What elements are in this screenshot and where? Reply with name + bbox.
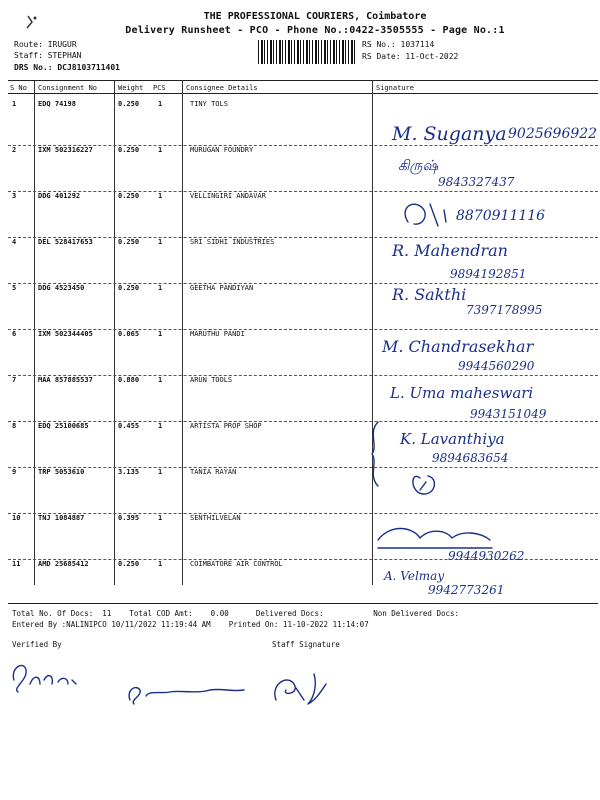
col-pcs-header: PCS bbox=[153, 84, 166, 92]
sig11-phone: 9942773261 bbox=[428, 583, 505, 597]
row-consignment: AMD 25685412 bbox=[38, 560, 89, 568]
row-weight: 0.250 bbox=[118, 146, 140, 154]
row-consignee: SENTHILVELAN bbox=[190, 514, 241, 522]
row-sno: 3 bbox=[12, 192, 17, 200]
row-consignment: MAA 857885537 bbox=[38, 376, 93, 384]
row-weight: 0.250 bbox=[118, 560, 140, 568]
sig11-name: A. Velmay bbox=[384, 569, 445, 583]
second-signature bbox=[129, 688, 244, 704]
row-sno: 1 bbox=[12, 100, 17, 108]
sig4-name: R. Mahendran bbox=[392, 241, 508, 260]
row-sno: 4 bbox=[12, 238, 17, 246]
sig8-name: K. Lavanthiya bbox=[400, 430, 505, 448]
row-consignee: MURUGAN FOUNDRY bbox=[190, 146, 254, 154]
totals-line: Total No. Of Docs: 11 Total COD Amt: 0.00 Delivered Docs: Non Delivered Docs: bbox=[12, 609, 460, 618]
col-signature-header: Signature bbox=[376, 84, 414, 92]
row-sno: 8 bbox=[12, 422, 17, 430]
row-pcs: 1 bbox=[158, 468, 163, 476]
row-weight: 0.250 bbox=[118, 238, 140, 246]
row-consignee: MARUTHU PANDI bbox=[190, 330, 245, 338]
row-pcs: 1 bbox=[158, 192, 163, 200]
row-pcs: 1 bbox=[158, 514, 163, 522]
sig7-name: L. Uma maheswari bbox=[390, 384, 534, 402]
row-weight: 0.065 bbox=[118, 330, 140, 338]
sig10-scribble bbox=[378, 529, 492, 549]
row-consignment: TNJ 1084887 bbox=[38, 514, 85, 522]
row-pcs: 1 bbox=[158, 146, 163, 154]
row-consignment: EDQ 74198 bbox=[38, 100, 76, 108]
entered-by-line: Entered By :NALINIPCO 10/11/2022 11:19:44 AM Printed On: 11-10-2022 11:14:07 bbox=[12, 620, 369, 629]
sig5-phone: 7397178995 bbox=[466, 303, 543, 317]
row-consignee: COIMBATORE AIR CONTROL bbox=[190, 560, 283, 568]
row-consignee: VELLINGIRI ANDAVAR bbox=[190, 192, 266, 200]
staff-signature-mark bbox=[275, 674, 326, 704]
row-consignment: DDG 401292 bbox=[38, 192, 81, 200]
row-pcs: 1 bbox=[158, 422, 163, 430]
sig7-phone: 9943151049 bbox=[470, 407, 547, 421]
sig3-scribble bbox=[405, 204, 446, 226]
runsheet-title: Delivery Runsheet - PCO - Phone No.:0422-3505555 - Page No.:1 bbox=[125, 25, 505, 36]
sig8-phone: 9894683654 bbox=[432, 451, 509, 465]
row-pcs: 1 bbox=[158, 376, 163, 384]
col-consignee-header: Consignee Details bbox=[186, 84, 258, 92]
row-consignment: IXM 502316227 bbox=[38, 146, 93, 154]
sig2-name: கிருஷ் bbox=[398, 158, 439, 174]
rs-date-value: 11-Oct-2022 bbox=[405, 52, 459, 61]
row-consignment: DDG 4523450 bbox=[38, 284, 85, 292]
row-weight: 0.395 bbox=[118, 514, 140, 522]
sig5-name: R. Sakthi bbox=[392, 285, 467, 304]
row-sno: 11 bbox=[12, 560, 21, 568]
row-sno: 2 bbox=[12, 146, 17, 154]
row-consignee: TANIA RAYAN bbox=[190, 468, 237, 476]
row-weight: 0.250 bbox=[118, 192, 140, 200]
row-consignment: EDQ 25100685 bbox=[38, 422, 89, 430]
rs-date-label: RS Date: bbox=[362, 52, 401, 61]
drs-value: DCJ8103711401 bbox=[57, 63, 120, 72]
row-consignee: GEETHA PANDIYAN bbox=[190, 284, 254, 292]
route-value: IRUGUR bbox=[47, 40, 77, 49]
row-consignee: TINY TOLS bbox=[190, 100, 228, 108]
company-name: THE PROFESSIONAL COURIERS, Coimbatore bbox=[203, 11, 427, 22]
row-pcs: 1 bbox=[158, 330, 163, 338]
row-weight: 0.250 bbox=[118, 284, 140, 292]
row-pcs: 1 bbox=[158, 284, 163, 292]
verified-by-signature bbox=[13, 665, 76, 692]
drs-label: DRS No.: bbox=[14, 63, 53, 72]
col-weight-header: Weight bbox=[118, 84, 144, 92]
row-consignment: DEL 528417653 bbox=[38, 238, 93, 246]
row-consignee: ARUN TOOLS bbox=[190, 376, 233, 384]
row-consignee: SRI SIDHI INDUSTRIES bbox=[190, 238, 275, 246]
row-consignment: TRP 5053610 bbox=[38, 468, 85, 476]
row-pcs: 1 bbox=[158, 560, 163, 568]
row-sno: 5 bbox=[12, 284, 17, 292]
staff-label: Staff: bbox=[14, 51, 43, 60]
staff-signature-label: Staff Signature bbox=[272, 640, 340, 649]
row-consignment: IXM 502344405 bbox=[38, 330, 93, 338]
row-weight: 0.250 bbox=[118, 100, 140, 108]
col-sno-header: S No bbox=[10, 84, 27, 92]
row-weight: 0.455 bbox=[118, 422, 140, 430]
sig6-name: M. Chandrasekhar bbox=[382, 337, 534, 356]
row-pcs: 1 bbox=[158, 238, 163, 246]
sig6-phone: 9944560290 bbox=[458, 359, 535, 373]
brace-mark bbox=[372, 422, 378, 486]
verified-by-label: Verified By bbox=[12, 640, 62, 649]
col-consignment-header: Consignment No bbox=[38, 84, 98, 92]
sig9-scribble bbox=[413, 476, 434, 494]
staff-value: STEPHAN bbox=[47, 51, 82, 60]
row-sno: 9 bbox=[12, 468, 17, 476]
row-weight: 0.880 bbox=[118, 376, 140, 384]
rs-no-label: RS No.: bbox=[362, 40, 396, 49]
row-consignee: ARTISTA PROP SHOP bbox=[190, 422, 262, 430]
sig4-phone: 9894192851 bbox=[450, 267, 527, 281]
row-sno: 6 bbox=[12, 330, 17, 338]
sig1-name: M. Suganya bbox=[392, 123, 507, 145]
sig3-phone: 8870911116 bbox=[456, 208, 546, 224]
sig10-phone: 9944930262 bbox=[448, 549, 525, 563]
sig2-phone: 9843327437 bbox=[438, 175, 515, 189]
row-weight: 3.135 bbox=[118, 468, 140, 476]
route-label: Route: bbox=[14, 40, 43, 49]
sig1-phone: 9025696922 bbox=[508, 126, 598, 142]
row-sno: 10 bbox=[12, 514, 21, 522]
rs-no-value: 1037114 bbox=[400, 40, 435, 49]
row-pcs: 1 bbox=[158, 100, 163, 108]
row-sno: 7 bbox=[12, 376, 17, 384]
